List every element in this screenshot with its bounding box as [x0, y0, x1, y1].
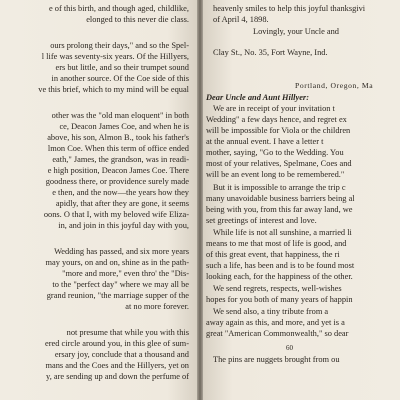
- text-line: grand reunion, "the marriage supper of the: [46, 291, 189, 300]
- text-line: being with you, from this far away land, we: [206, 205, 353, 214]
- text-line: apidly, that after they are gone, it seems: [55, 199, 189, 208]
- text-line: e high position, Deacon James Coe. There: [47, 166, 189, 175]
- text-line: at the annual event. I have a letter t: [206, 137, 324, 146]
- text-line: may yours, on and on, shine as in the path-: [45, 258, 189, 267]
- right-page: [203, 0, 400, 400]
- text-line: ours prolong their days," and so the Spel-: [50, 41, 189, 50]
- text-line: such a life, has been and is to be found most: [206, 261, 355, 270]
- text-line: means to me that most of life is good, and: [206, 239, 347, 248]
- text-line: great "American Commonwealth," so dear: [206, 329, 349, 338]
- text-line: heavenly smiles to help this joyful thanksgivi: [213, 4, 366, 13]
- text-line: oons. O that I, with my beloved wife Eliza-: [43, 210, 189, 219]
- text-line: ersary joy, conclude that a thousand and: [54, 350, 189, 359]
- text-line: hopes for you both of many years of happin: [206, 295, 353, 304]
- text-line: looking each, for the happiness of the other.: [206, 272, 353, 281]
- text-line: e of this birth, and though aged, childlike,: [48, 4, 189, 13]
- text-line: elonged to this never die class.: [86, 15, 189, 24]
- text-line: ers but little, and so their trumpet sound: [55, 63, 189, 72]
- salutation: Dear Uncle and Aunt Hillyer:: [206, 93, 309, 102]
- text-line: We send also, a tiny tribute from a: [213, 307, 329, 316]
- text-line: set greetings of interest and love.: [206, 216, 317, 225]
- text-line: goodness there, or providence surely made: [45, 177, 189, 186]
- dateline: Portland, Oregon, Ma: [295, 81, 374, 90]
- text-line: most of your relatives, Spelmane, Coes and: [206, 159, 352, 168]
- text-line: "more and more," even thro' the "Dis-: [62, 269, 189, 278]
- text-line: l life was seventy-six years. Of the Hillyers,: [41, 52, 189, 61]
- page-number: 60: [286, 344, 293, 352]
- text-line: of this great event, that happiness, the ri: [206, 250, 340, 259]
- text-line: We send regrets, respects, well-wishes: [213, 284, 342, 293]
- signature-line: Lovingly, your Uncle and: [253, 27, 339, 36]
- text-line: ce, Deacon James Coe, and when he is: [59, 122, 189, 131]
- text-line: Wedding has passed, and six more years: [54, 247, 189, 256]
- text-line: While life is not all sunshine, a married li: [213, 228, 352, 237]
- text-line: at no more forever.: [125, 302, 189, 311]
- text-line: in another source. Of the Coe side of this: [51, 74, 189, 83]
- text-line: in, and join in this joyful day with you,: [58, 221, 189, 230]
- text-line: But it is impossible to arrange the trip c: [213, 183, 346, 192]
- text-line: The pins are nuggets brought from ou: [213, 355, 340, 364]
- text-line: above, his son, Almon B., took his father's: [47, 133, 189, 142]
- text-line: Wedding" a few days hence, and regret ex: [206, 115, 347, 124]
- text-line: lmon Coe. When this term of office ended: [47, 144, 189, 153]
- text-line: eath," James, the grandson, was in readi-: [52, 155, 189, 164]
- left-page: [0, 0, 197, 400]
- text-line: y, are sending up and down the perfume of: [46, 372, 189, 381]
- address-line: Clay St., No. 35, Fort Wayne, Ind.: [213, 48, 328, 57]
- text-line: not presume that while you with this: [66, 328, 189, 337]
- text-line: of April 4, 1898.: [213, 15, 269, 24]
- text-line: to the "perfect day" where we may all be: [52, 280, 189, 289]
- text-line: ered circle around you, in this glee of sum-: [45, 339, 189, 348]
- text-line: will be an event long to be remembered.": [206, 170, 345, 179]
- text-line: mother, saying, "Go to the Wedding. You: [206, 148, 344, 157]
- text-line: away again as this, and more, and yet is a: [206, 318, 345, 327]
- text-line: We are in receipt of your invitation t: [213, 104, 335, 113]
- text-line: many unavoidable business barriers being al: [206, 194, 355, 203]
- text-line: ve this brief, which to my mind will be equal: [38, 85, 189, 94]
- text-line: mans and the Coes and the Hillyers, yet on: [45, 361, 189, 370]
- text-line: will be impossible for Viola or the children: [206, 126, 351, 135]
- text-line: e then, and the now—the years how they: [52, 188, 189, 197]
- text-line: other was the "old man eloquent" in both: [51, 111, 189, 120]
